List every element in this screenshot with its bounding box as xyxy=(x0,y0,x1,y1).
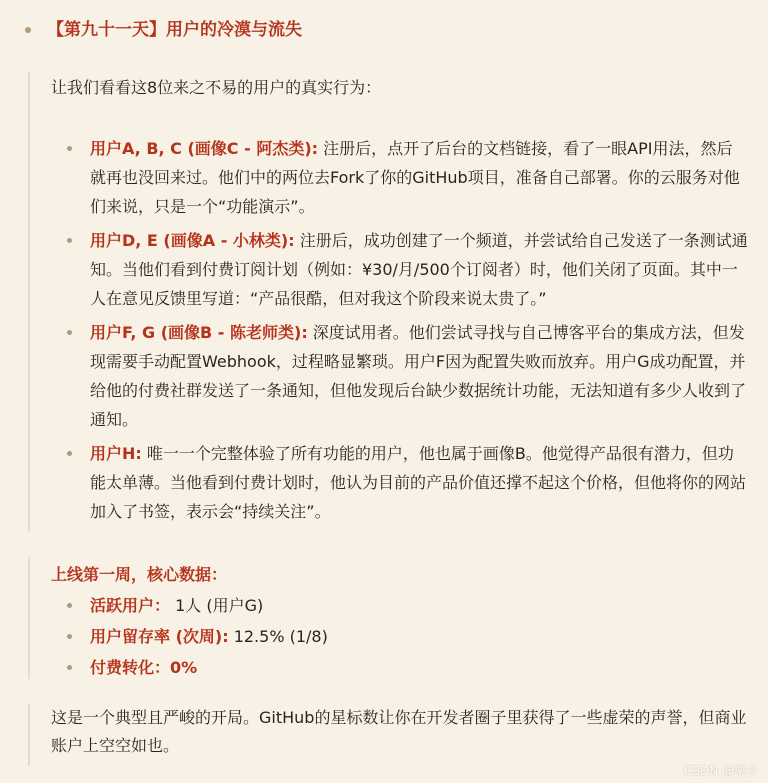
stats-title: 上线第一周，核心数据： xyxy=(51,565,228,584)
conclusion-text: 这是一个典型且严峻的开局。GitHub的星标数让你在开发者圈子里获得了一些虚荣的声誉，但商业账户上空空如也。 xyxy=(51,708,747,755)
bullet-icon xyxy=(67,146,72,151)
user-group-text: 深度试用者。他们尝试寻找与自己博客平台的集成方法，但发现需要手动配置Webhook，过程略显繁琐。用户F因为配置失败而放弃。用户G成功配置，并给他的付费社群发送了一条通知，但他发现后台缺少数据统计功能，无法知道有多少人收到了通知。 xyxy=(90,323,747,429)
list-item-users-fg xyxy=(51,318,748,434)
top-list-item xyxy=(20,16,302,44)
stat-value: 12.5% (1/8) xyxy=(228,627,328,646)
bullet-icon xyxy=(67,330,72,335)
section-title: 【第九十一天】用户的冷漠与流失 xyxy=(47,20,302,40)
user-group-text: 唯一一个完整体验了所有功能的用户，他也属于画像B。他觉得产品很有潜力，但功能太单薄。当他看到付费计划时，他认为目前的产品价值还撑不起这个价格，但他将你的网站加入了书签，表示会“持续关注”。 xyxy=(90,444,747,521)
stat-conversion xyxy=(51,653,748,682)
user-group-label: 用户A, B, C (画像C - 阿杰类): xyxy=(90,139,319,158)
bullet-icon xyxy=(67,665,72,670)
list-item-user-h xyxy=(51,439,748,526)
stats-list xyxy=(51,591,748,682)
user-list xyxy=(51,134,748,526)
bullet-icon xyxy=(25,27,31,33)
user-group-text: 注册后，成功创建了一个频道，并尝试给自己发送了一条测试通知。当他们看到付费订阅计划（例如：¥30/月/500个订阅者）时，他们关闭了页面。其中一人在意见反馈里写道：“产品很酷，但对我这个阶段来说太贵了。” xyxy=(90,231,748,308)
stat-label: 活跃用户： xyxy=(90,596,171,615)
user-group-label: 用户F, G (画像B - 陈老师类): xyxy=(90,323,308,342)
user-group-text: 注册后，点开了后台的文档链接，看了一眼API用法，然后就再也没回来过。他们中的两位去Fork了你的GitHub项目，准备自己部署。你的云服务对他们来说，只是一个“功能演示”。 xyxy=(90,139,740,216)
intro-text: 让我们看看这8位来之不易的用户的真实行为： xyxy=(51,78,382,97)
user-group-label: 用户D, E (画像A - 小林类): xyxy=(90,231,295,250)
stat-retention xyxy=(51,622,748,651)
bullet-icon xyxy=(67,451,72,456)
bullet-icon xyxy=(67,634,72,639)
stat-label: 付费转化：0% xyxy=(90,658,198,677)
watermark: CSDN @栗少 xyxy=(683,764,758,778)
bullet-icon xyxy=(67,238,72,243)
list-item-users-abc xyxy=(51,134,748,221)
conclusion-quote xyxy=(28,704,748,766)
stat-active-users xyxy=(51,591,748,620)
user-group-label: 用户H: xyxy=(90,444,142,463)
core-data-quote xyxy=(28,557,748,679)
list-item-users-de xyxy=(51,226,748,313)
bullet-icon xyxy=(67,603,72,608)
stat-label: 用户留存率 (次周): xyxy=(90,627,229,646)
stat-value: 1人 (用户G) xyxy=(170,596,264,615)
user-behavior-quote xyxy=(28,72,748,532)
